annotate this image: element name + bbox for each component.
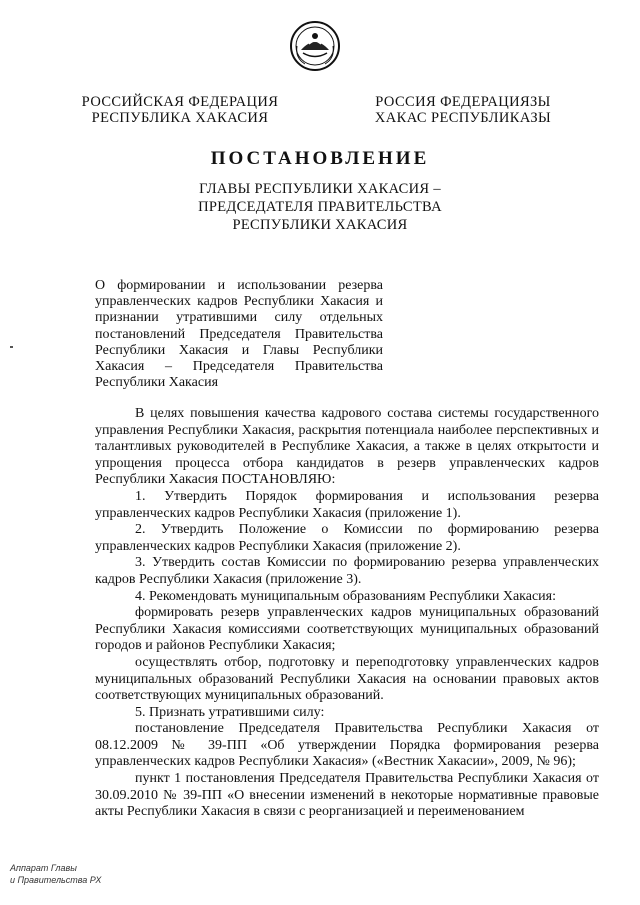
body-paragraph: 3. Утвердить состав Комиссии по формированию резерва управленческих кадров Республики Хакасия (приложение 3). [95,555,599,587]
issuer-line-2: ПРЕДСЕДАТЕЛЯ ПРАВИТЕЛЬСТВА [198,199,442,215]
body-paragraph: формировать резерв управленческих кадров муниципальных образований Республики Хакасия комиссиями соответствующих муниципальных образований городов и районов Республики Хакасия; [95,605,599,654]
header-left-line1: РОССИЙСКАЯ ФЕДЕРАЦИЯ [81,94,279,110]
body-paragraph: 4. Рекомендовать муниципальным образованиям Республики Хакасия: [135,588,556,604]
header-left-line2: РЕСПУБЛИКА ХАКАСИЯ [91,110,269,126]
issuer-line-3: РЕСПУБЛИКИ ХАКАСИЯ [232,217,408,233]
document-type-title: ПОСТАНОВЛЕНИЕ [210,148,430,169]
margin-mark [10,346,13,348]
footer-line2: и Правительства РХ [10,875,102,885]
body-paragraph: 5. Признать утратившими силу: [135,704,325,720]
header-right-line1: РОССИЯ ФЕДЕРАЦИЯЗЫ [375,94,551,110]
body-paragraph: пункт 1 постановления Председателя Правительства Республики Хакасия от 30.09.2010 № 39-ПП «О внесении изменений в некоторые нормативные правовые акты Республики Хакасия в связи с реорганизацией и переименованием [95,771,599,820]
document-subject: О формировании и использовании резерва управленческих кадров Республики Хакасия и признании утратившими силу отдельных постановлений Председателя Правительства Республики Хакасия и Главы Республики Хакасия – Председателя Правительства Республики Хакасия [95,278,383,391]
document-body [95,406,599,821]
issuer-line-1: ГЛАВЫ РЕСПУБЛИКИ ХАКАСИЯ – [199,181,441,197]
header-right-line2: ХАКАС РЕСПУБЛИКАЗЫ [374,110,552,126]
footer-stamp [10,862,101,886]
issuer-block [0,180,640,234]
body-paragraph: осуществлять отбор, подготовку и переподготовку управленческих кадров муниципальных образований Республики Хакасия на основании правовых актов соответствующих муниципальных образований. [95,654,599,704]
body-paragraph: 2. Утвердить Положение о Комиссии по формированию резерва управленческих кадров Республики Хакасия (приложение 2). [95,522,599,554]
body-paragraph: В целях повышения качества кадрового состава системы государственного управления Республики Хакасия, раскрытия потенциала наиболее перспективных и талантливых руководителей в Республике Хакасия, а также в целях открытости и упрощения процесса отбора кандидатов в резерв управленческих кадров Республики Хакасия ПОСТАНОВЛЯЮ: [95,406,599,488]
footer-line1: Аппарат Главы [10,863,77,873]
header-left [80,94,280,126]
body-paragraph: постановление Председателя Правительства Республики Хакасия от 08.12.2009 № 39-ПП «Об утверждении Порядка формирования резерва управленческих кадров Республики Хакасия» («Вестник Хакасии», 2009, № 96); [95,721,599,770]
header-right [368,94,558,126]
coat-of-arms-icon [289,20,341,72]
body-paragraph: 1. Утвердить Порядок формирования и использования резерва управленческих кадров Республики Хакасия (приложение 1). [95,488,599,521]
